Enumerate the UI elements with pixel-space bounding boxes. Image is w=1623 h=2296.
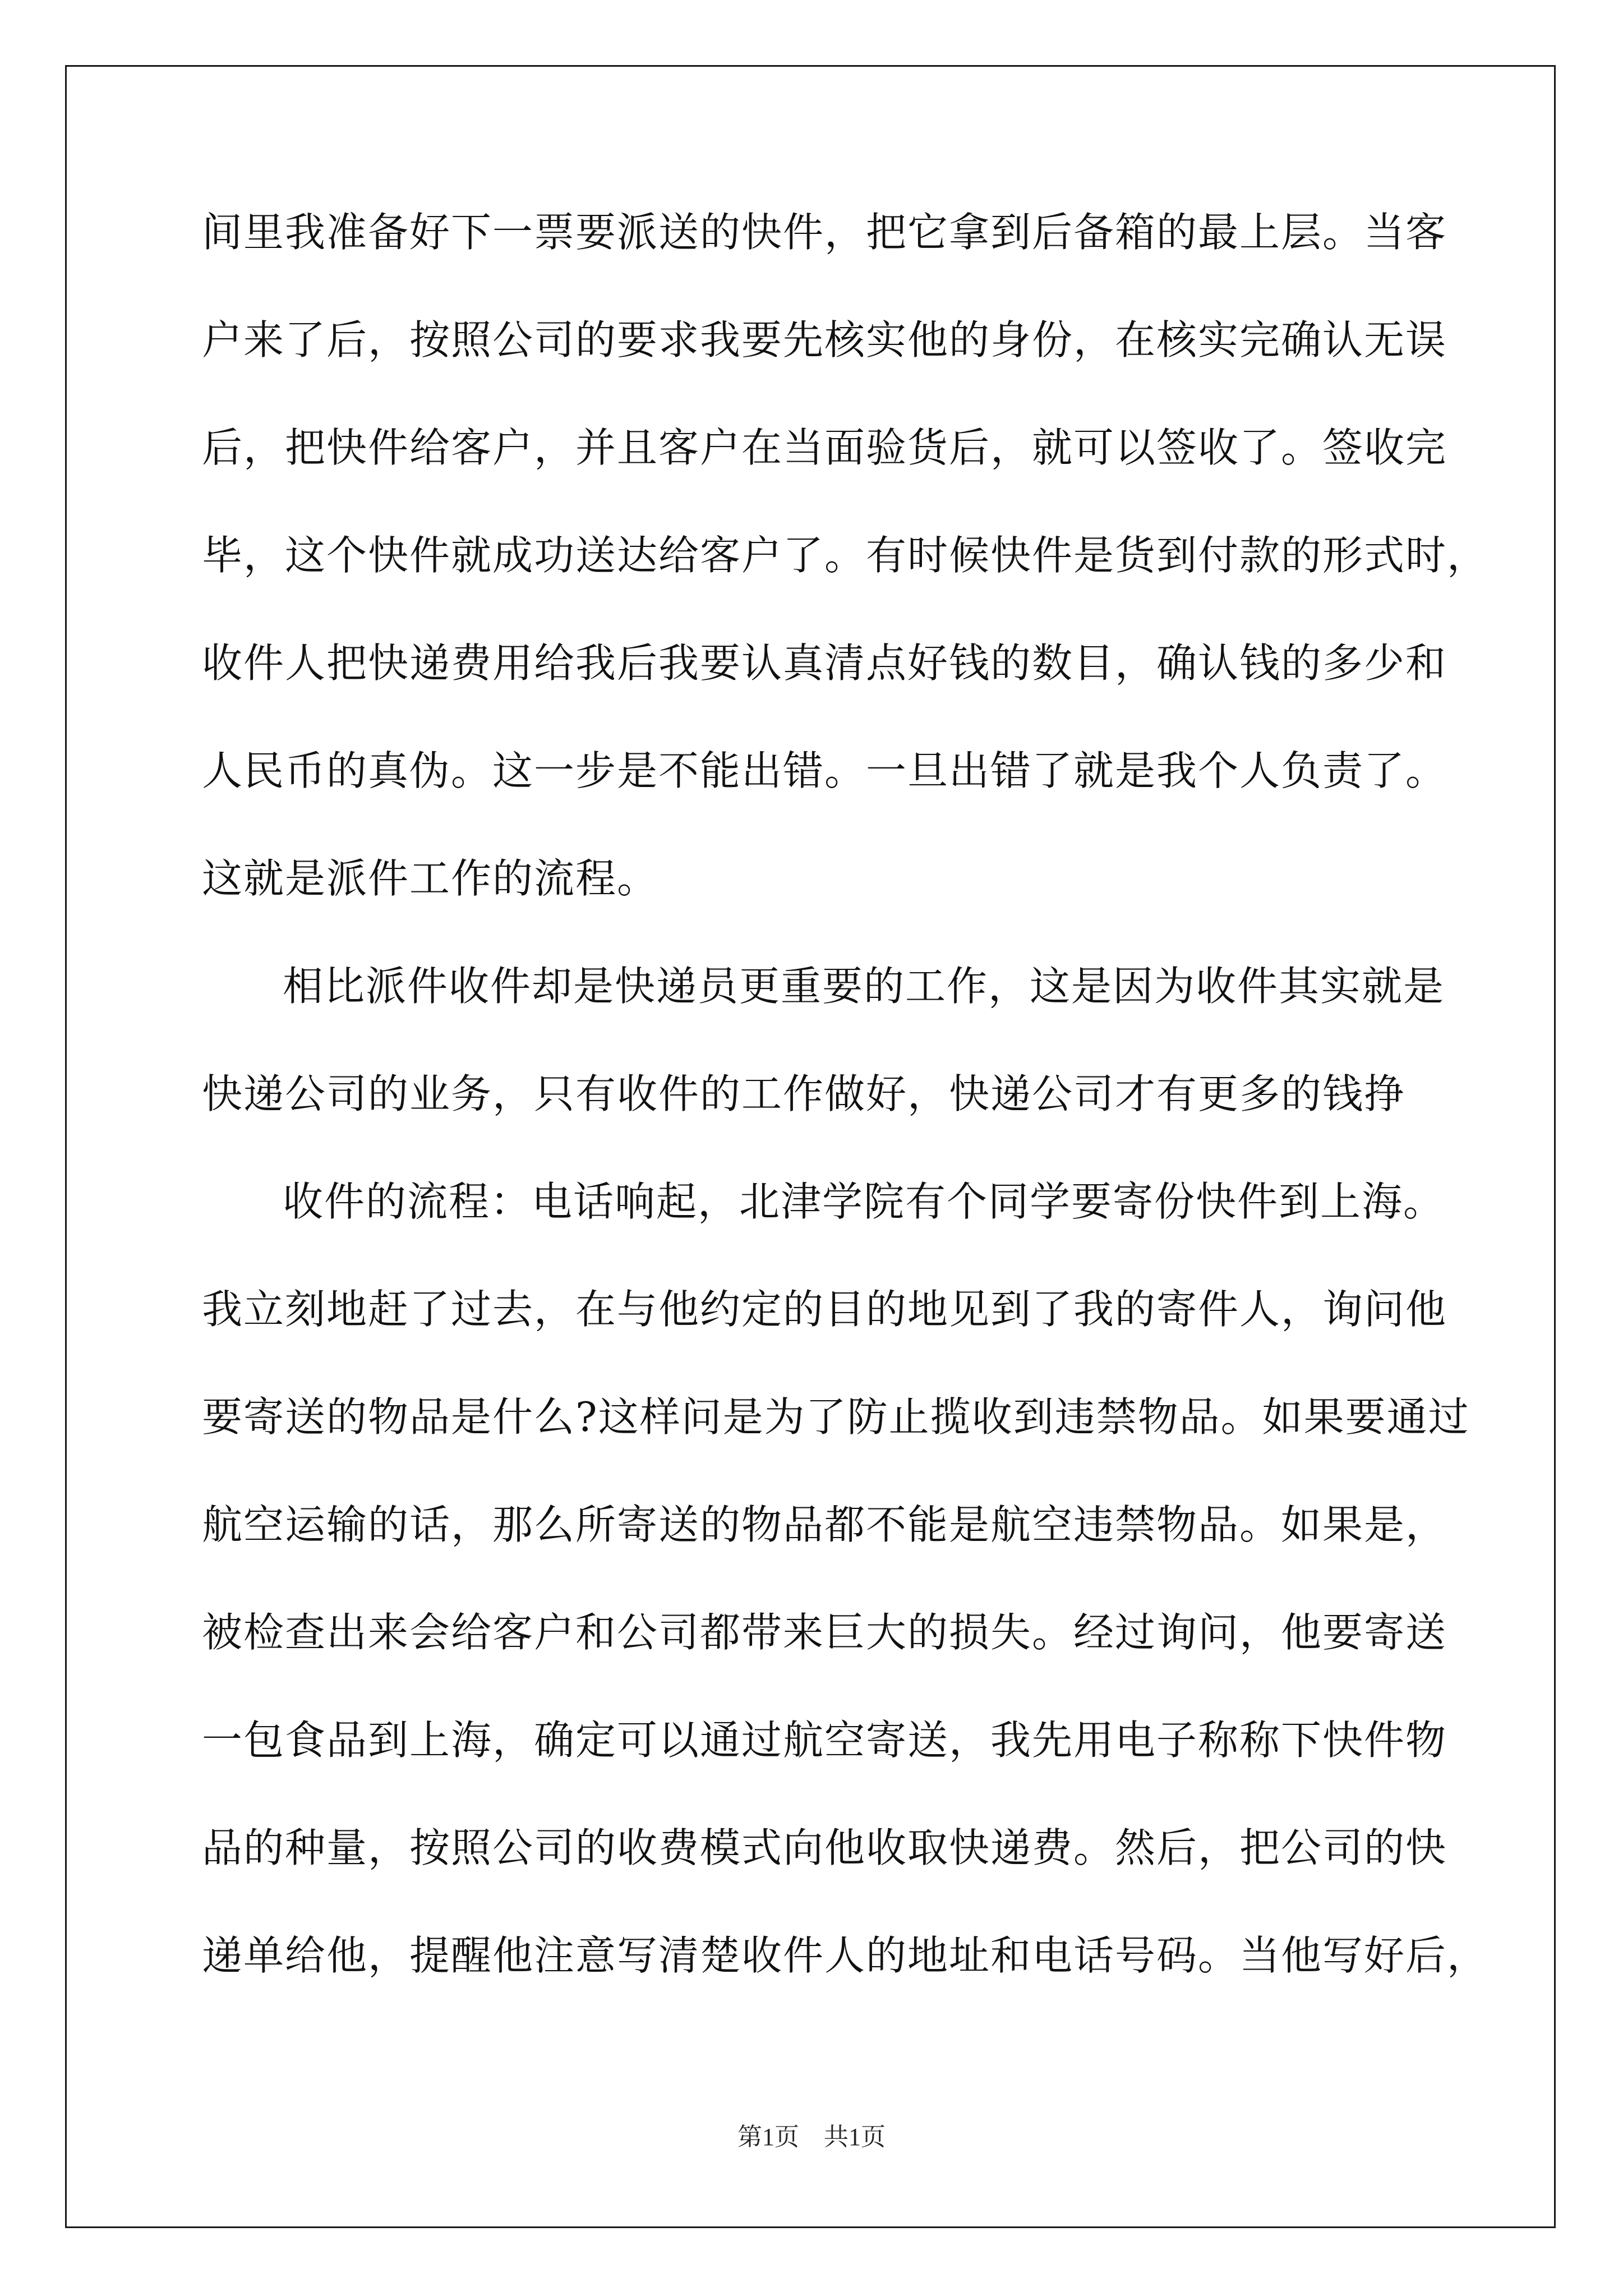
text-line: 要寄送的物品是什么?这样问是为了防止揽收到违禁物品。如果要通过 [202, 1393, 1470, 1441]
text-line: 我立刻地赶了过去，在与他约定的目的地见到了我的寄件人，询问他 [202, 1286, 1447, 1333]
text-line: 递单给他，提醒他注意写清楚收件人的地址和电话号码。当他写好后， [202, 1932, 1489, 1979]
text-line: 快递公司的业务，只有收件的工作做好，快递公司才有更多的钱挣 [202, 1070, 1406, 1117]
text-line: 这就是派件工作的流程。 [202, 855, 659, 902]
text-line: 户来了后，按照公司的要求我要先核实他的身份，在核实完确认无误 [202, 316, 1447, 364]
page-number: 第1页 [737, 2123, 799, 2151]
paragraph-start-line: 相比派件收件却是快递员更重要的工作，这是因为收件其实就是 [283, 963, 1445, 1010]
text-line: 收件人把快递费用给我后我要认真清点好钱的数目，确认钱的多少和 [202, 639, 1447, 687]
paragraph-start-line: 收件的流程：电话响起，北津学院有个同学要寄份快件到上海。 [283, 1178, 1445, 1225]
page-total: 共1页 [824, 2123, 886, 2151]
text-line: 人民币的真伪。这一步是不能出错。一旦出错了就是我个人负责了。 [202, 747, 1447, 794]
text-line: 后，把快件给客户，并且客户在当面验货后，就可以签收了。签收完 [202, 424, 1447, 471]
text-line: 毕，这个快件就成功送达给客户了。有时候快件是货到付款的形式时， [202, 532, 1489, 579]
text-line: 航空运输的话，那么所寄送的物品都不能是航空违禁物品。如果是， [202, 1501, 1447, 1548]
text-line: 品的种量，按照公司的收费模式向他收取快递费。然后，把公司的快 [202, 1824, 1447, 1871]
page-footer [0, 2125, 1623, 2150]
text-line: 一包食品到上海，确定可以通过航空寄送，我先用电子称称下快件物 [202, 1717, 1447, 1764]
document-body [202, 209, 1489, 2043]
text-line: 被检查出来会给客户和公司都带来巨大的损失。经过询问，他要寄送 [202, 1609, 1447, 1656]
text-line: 间里我准备好下一票要派送的快件，把它拿到后备箱的最上层。当客 [202, 209, 1447, 256]
